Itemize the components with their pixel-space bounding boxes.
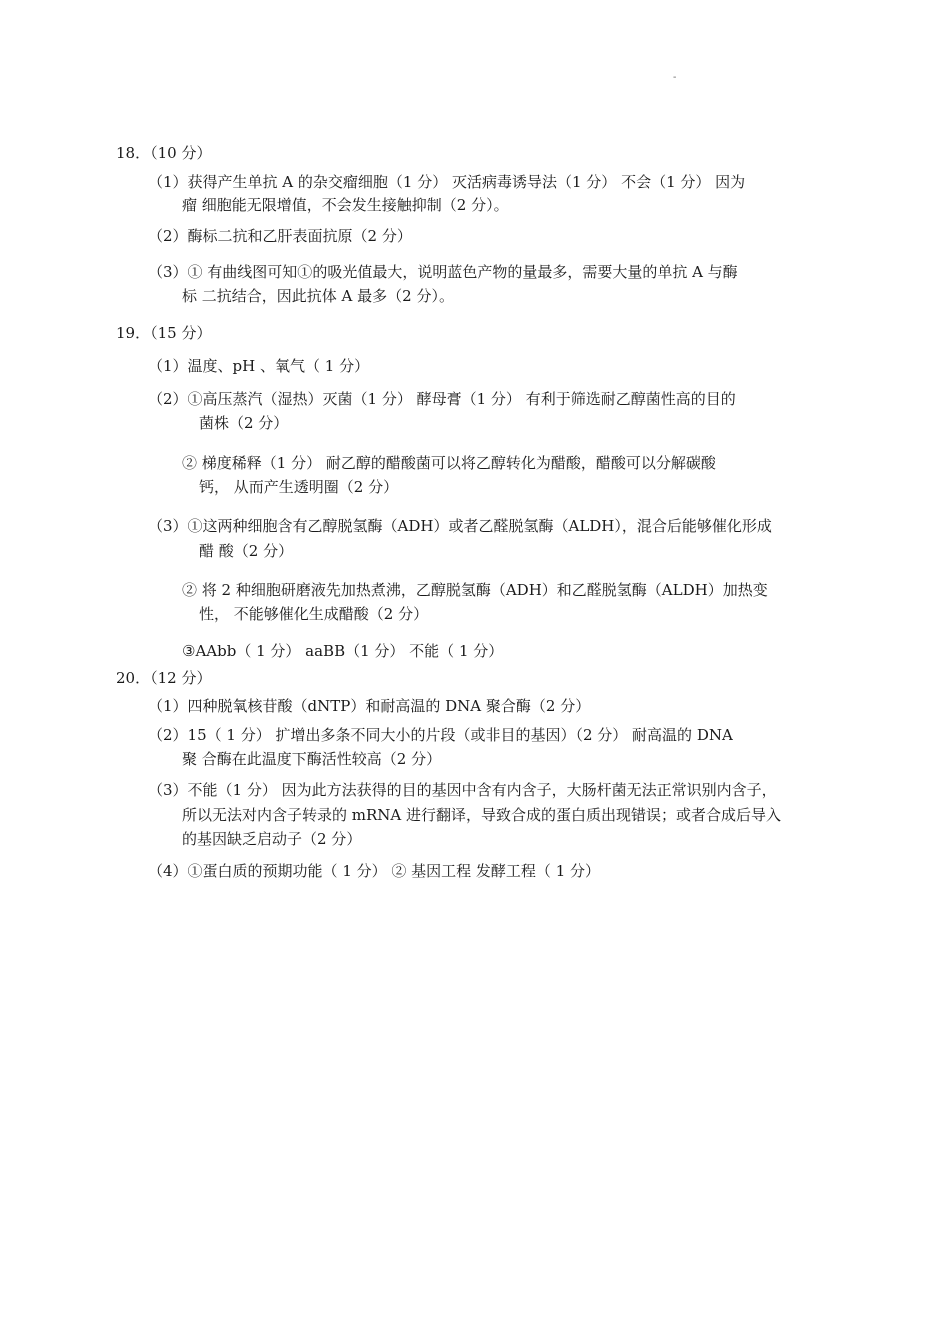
q20-p4-line1: （4）①蛋白质的预期功能（ 1 分） ② 基因工程 发酵工程（ 1 分）: [148, 862, 601, 880]
q18-p1-line1: （1）获得产生单抗 A 的杂交瘤细胞（1 分） 灭活病毒诱导法（1 分） 不会（1 分） 因为: [148, 173, 746, 191]
q20-title: 20．（12 分）: [116, 669, 212, 687]
q19-p2b-line2: 钙， 从而产生透明圈（2 分）: [199, 478, 399, 496]
q19-p3-line2: 醋 酸（2 分）: [199, 542, 294, 560]
q19-p1-line1: （1）温度、pH 、氧气（ 1 分）: [148, 357, 370, 375]
q19-p3-line1: （3）①这两种细胞含有乙醇脱氢酶（ADH）或者乙醛脱氢酶（ALDH），混合后能够催化形成: [148, 517, 772, 535]
q18-p2-line1: （2）酶标二抗和乙肝表面抗原（2 分）: [148, 227, 412, 245]
q18-p3-line1: （3）① 有曲线图可知①的吸光值最大，说明蓝色产物的量最多，需要大量的单抗 A 与酶: [148, 263, 738, 281]
q20-p2-line1: （2）15（ 1 分） 扩增出多条不同大小的片段（或非目的基因）（2 分） 耐高温的 DNA: [148, 726, 733, 744]
q18-p3-line2: 标 二抗结合，因此抗体 A 最多（2 分）。: [182, 287, 454, 305]
q19-title: 19．（15 分）: [116, 324, 212, 342]
q19-p2-line2: 菌株（2 分）: [199, 414, 289, 432]
q20-p3-line3: 的基因缺乏启动子（2 分）: [182, 830, 362, 848]
q19-p3c-line1: ③AAbb（ 1 分） aaBB（1 分） 不能（ 1 分）: [182, 642, 504, 660]
q20-p3-line1: （3）不能（1 分） 因为此方法获得的目的基因中含有内含子，大肠杆菌无法正常识别内含子，: [148, 781, 777, 799]
q19-p3b-line2: 性， 不能够催化生成醋酸（2 分）: [199, 605, 429, 623]
q20-p2-line2: 聚 合酶在此温度下酶活性较高（2 分）: [182, 750, 442, 768]
q19-p2b-line1: ② 梯度稀释（1 分） 耐乙醇的醋酸菌可以将乙醇转化为醋酸，醋酸可以分解碳酸: [182, 454, 716, 472]
q20-p1-line1: （1）四种脱氧核苷酸（dNTP）和耐高温的 DNA 聚合酶（2 分）: [148, 697, 591, 715]
q19-p3b-line1: ② 将 2 种细胞研磨液先加热煮沸，乙醇脱氢酶（ADH）和乙醛脱氢酶（ALDH）加热变: [182, 581, 768, 599]
header-mark: -: [673, 72, 677, 83]
q18-p1-line2: 瘤 细胞能无限增值，不会发生接触抑制（2 分）。: [182, 196, 509, 214]
q19-p2-line1: （2）①高压蒸汽（湿热）灭菌（1 分） 酵母膏（1 分） 有利于筛选耐乙醇菌性高的目的: [148, 390, 736, 408]
q18-title: 18．（10 分）: [116, 144, 212, 162]
q20-p3-line2: 所以无法对内含子转录的 mRNA 进行翻译，导致合成的蛋白质出现错误；或者合成后导入: [182, 806, 782, 824]
